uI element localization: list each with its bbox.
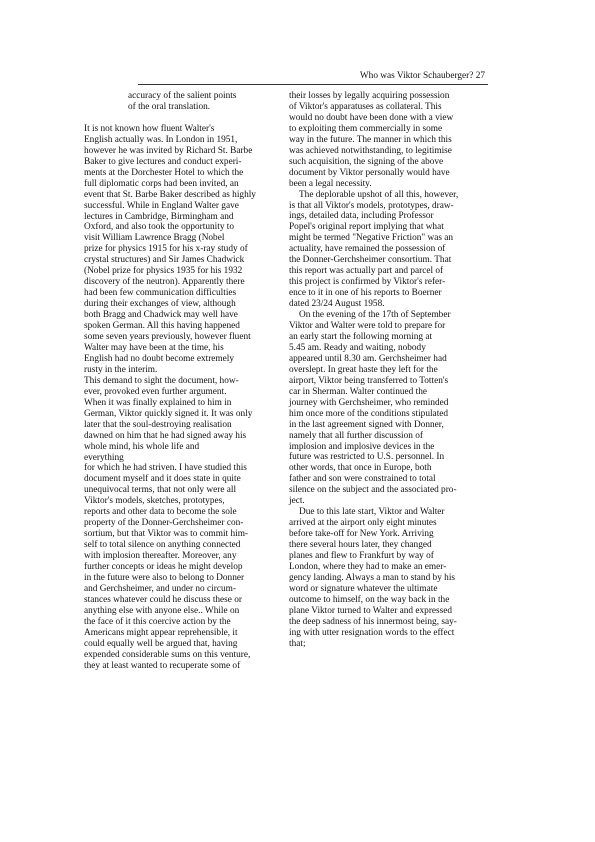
header-rule <box>138 84 488 85</box>
block-quote-tail: accuracy of the salient points of the oral translation. <box>128 91 237 112</box>
paragraph: On the evening of the 17th of September Viktor and Walter were told to prepare for an early start the following morning at 5.45 am. Ready and waiting, nobody appeared until 8.30 am. Gerchsheimer had overslept. In great haste they left for the airport, Viktor being transferred to Totten's car in Sherman. Walter continued the journey with Gerchsheimer, who reminded him once more of the conditions stipulated in the last agreement signed with Donner, namely that all further discussion of implosion and implosive devices in the future was restricted to U.S. personnel. In other words, that once in Europe, both father and son were constrained to total silence on the subject and the associated pro- ject. <box>289 310 457 507</box>
paragraph: their losses by legally acquiring possession of Viktor's apparatuses as collateral. This would no doubt have been done with a view to exploiting them commercially in some way in the future. The manner in which this was achieved notwithstanding, to legitimise such acquisition, the signing of the above document by Viktor personally would have been a legal necessity. <box>289 91 454 189</box>
paragraph: It is not known how fluent Walter's English actually was. In London in 1951, however he was invited by Richard St. Barbe Baker to give lectures and conduct experi- ments at the Dorchester Hotel to which the full diplomatic corps had been invited, an event that St. Barbe Baker described as highly successful. While in England Walter gave lectures in Cambridge, Birmingham and Oxford, and also took the opportunity to visit William Lawrence Bragg (Nobel prize for physics 1915 for his x-ray study of crystal structures) and Sir James Chadwick (Nobel prize for physics 1935 for his 1932 discovery of the neutron). Apparently there had been few communication difficulties during their exchanges of view, although both Bragg and Chadwick may well have spoken German. All this having happened some seven years previously, however fluent Walter may have been at the time, his English had no doubt become extremely rusty in the interim. <box>84 123 256 375</box>
left-column <box>84 91 278 672</box>
paragraph: This demand to sight the document, how- ever, provoked even further argument. When it was finally explained to him in German, Viktor quickly signed it. It was only later that the soul-destroying realisation dawned on him that he had signed away his whole mind, his whole life and everything for which he had striven. I have studied this document myself and it does state in quite unequivocal terms, that not only were all Viktor's models, sketches, prototypes, reports and other data to become the sole property of the Donner-Gerchsheimer con- sortium, but that Viktor was to commit him- self to total silence on anything connected with implosion thereafter. Moreover, any further concepts or ideas he might develop in the future were also to belong to Donner and Gerchsheimer, and under no circum- stances whatever could he discuss these or anything else with anyone else.. While on the face of it this coercive action by the Americans might appear reprehensible, it could equally well be argued that, having expended considerable sums on this venture, they at least wanted to recuperate some of <box>84 375 253 671</box>
right-column <box>289 91 483 650</box>
paragraph: The deplorable upshot of all this, however, is that all Viktor's models, prototypes, draw- ings, detailed data, including Professor Popel's original report implying that what might be termed "Negative Friction" was an actuality, have remained the possession of the Donner-Gerchsheimer consortium. That this report was actually part and parcel of this project is confirmed by Viktor's refer- ence to it in one of his reports to Boerner dated 23/24 August 1958. <box>289 189 459 310</box>
running-head: Who was Viktor Schauberger? 27 <box>359 71 485 81</box>
paragraph: Due to this late start, Viktor and Walter arrived at the airport only eight minutes before take-off for New York. Arriving there several hours later, they changed planes and flew to Frankfurt by way of London, where they had to make an emer- gency landing. Always a man to stand by his word or signature whatever the ultimate outcome to himself, on the way back in the plane Viktor turned to Walter and expressed the deep sadness of his innermost being, say- ing with utter resignation words to the effect that; <box>289 507 457 649</box>
